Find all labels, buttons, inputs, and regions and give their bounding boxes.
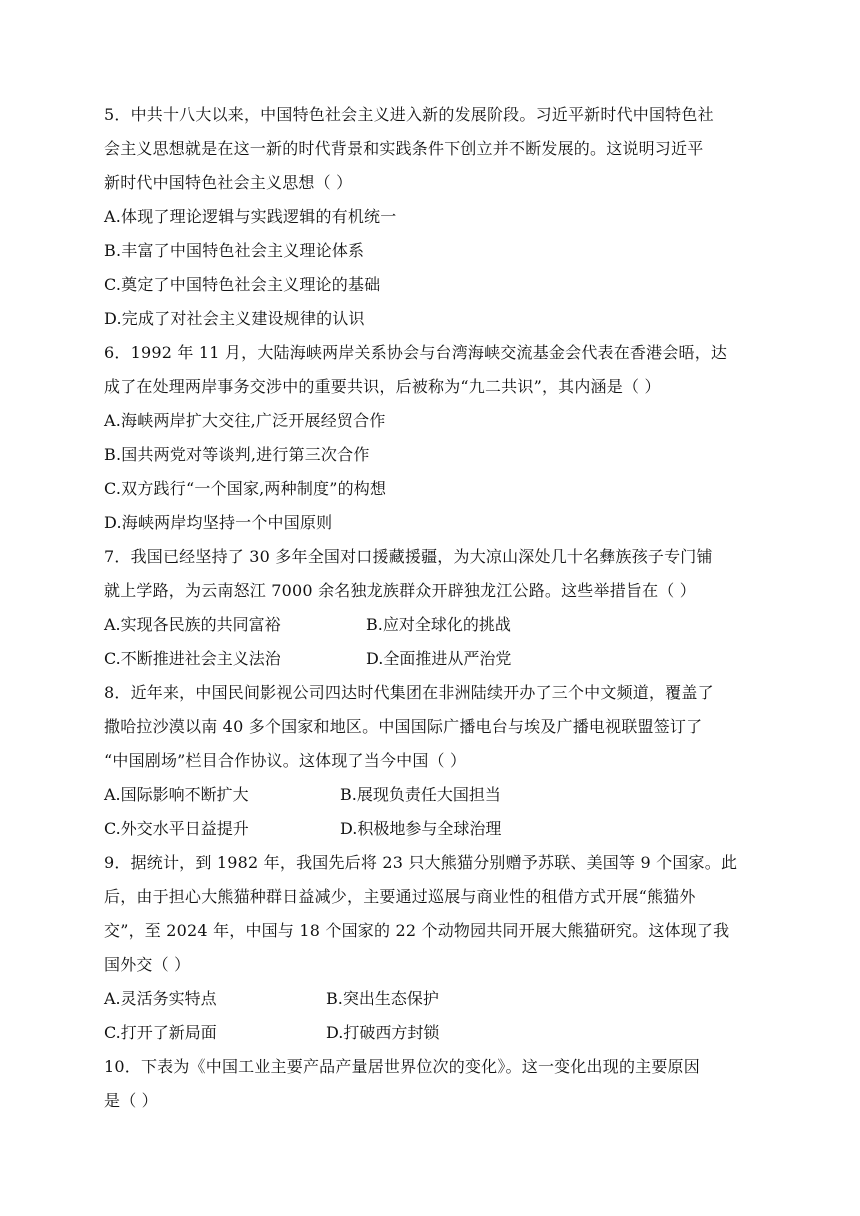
question-stem-line: 交”，至 2024 年，中国与 18 个国家的 22 个动物园共同开展大熊猫研究。这体现了我 — [104, 921, 730, 940]
option-b: B.应对全球化的挑战 — [366, 615, 511, 634]
option-d: D.海峡两岸均坚持一个中国原则 — [104, 513, 333, 532]
question-stem-line: 5．中共十八大以来，中国特色社会主义进入新的发展阶段。习近平新时代中国特色社 — [104, 105, 714, 124]
question-stem-line: “中国剧场”栏目合作协议。这体现了当今中国（ ） — [104, 751, 467, 770]
option-d: D.积极地参与全球治理 — [340, 819, 502, 838]
option-a: A.体现了理论逻辑与实践逻辑的有机统一 — [104, 207, 397, 226]
question-stem-line: 9．据统计，到 1982 年，我国先后将 23 只大熊猫分别赠予苏联、美国等 9 个国家。此 — [104, 853, 738, 872]
question-9 — [104, 846, 764, 1050]
question-stem-line: 后，由于担心大熊猫种群日益减少，主要通过巡展与商业性的租借方式开展“熊猫外 — [104, 887, 696, 906]
option-b: B.丰富了中国特色社会主义理论体系 — [104, 241, 365, 260]
question-page — [104, 98, 764, 1118]
question-stem-line: 新时代中国特色社会主义思想（ ） — [104, 173, 353, 192]
option-a: A.实现各民族的共同富裕 — [104, 615, 281, 634]
option-a: A.灵活务实特点 — [104, 989, 217, 1008]
option-c: C.打开了新局面 — [104, 1023, 217, 1042]
question-stem-line: 是（ ） — [104, 1091, 158, 1110]
option-row — [104, 608, 764, 642]
question-6 — [104, 336, 764, 540]
option-row — [104, 1016, 764, 1050]
option-c: C.奠定了中国特色社会主义理论的基础 — [104, 275, 381, 294]
option-c: C.外交水平日益提升 — [104, 819, 249, 838]
question-stem-line: 10．下表为《中国工业主要产品产量居世界位次的变化》。这一变化出现的主要原因 — [104, 1057, 700, 1076]
question-10 — [104, 1050, 764, 1118]
question-8 — [104, 676, 764, 846]
question-stem-line: 8．近年来，中国民间影视公司四达时代集团在非洲陆续开办了三个中文频道，覆盖了 — [104, 683, 714, 702]
option-d: D.打破西方封锁 — [326, 1023, 440, 1042]
option-b: B.展现负责任大国担当 — [340, 785, 501, 804]
option-b: B.国共两党对等谈判,进行第三次合作 — [104, 445, 370, 464]
option-d: D.完成了对社会主义建设规律的认识 — [104, 309, 365, 328]
option-row — [104, 778, 764, 812]
option-d: D.全面推进从严治党 — [366, 649, 512, 668]
option-c: C.双方践行“一个国家,两种制度”的构想 — [104, 479, 387, 498]
question-stem-line: 6．1992 年 11 月，大陆海峡两岸关系协会与台湾海峡交流基金会代表在香港会晤，达 — [104, 343, 728, 362]
question-stem-line: 成了在处理两岸事务交涉中的重要共识，后被称为“九二共识”，其内涵是（ ） — [104, 377, 661, 396]
question-7 — [104, 540, 764, 676]
question-stem-line: 7．我国已经坚持了 30 多年全国对口援藏援疆，为大凉山深处几十名彝族孩子专门铺 — [104, 547, 713, 566]
question-stem-line: 会主义思想就是在这一新的时代背景和实践条件下创立并不断发展的。这说明习近平 — [104, 139, 704, 158]
option-row — [104, 642, 764, 676]
option-row — [104, 982, 764, 1016]
option-a: A.国际影响不断扩大 — [104, 785, 249, 804]
question-stem-line: 国外交（ ） — [104, 955, 191, 974]
question-stem-line: 撒哈拉沙漠以南 40 多个国家和地区。中国国际广播电台与埃及广播电视联盟签订了 — [104, 717, 703, 736]
option-a: A.海峡两岸扩大交往,广泛开展经贸合作 — [104, 411, 386, 430]
option-row — [104, 812, 764, 846]
question-stem-line: 就上学路，为云南怒江 7000 余名独龙族群众开辟独龙江公路。这些举措旨在（ ） — [104, 581, 696, 600]
option-c: C.不断推进社会主义法治 — [104, 649, 281, 668]
question-5 — [104, 98, 764, 336]
option-b: B.突出生态保护 — [326, 989, 439, 1008]
